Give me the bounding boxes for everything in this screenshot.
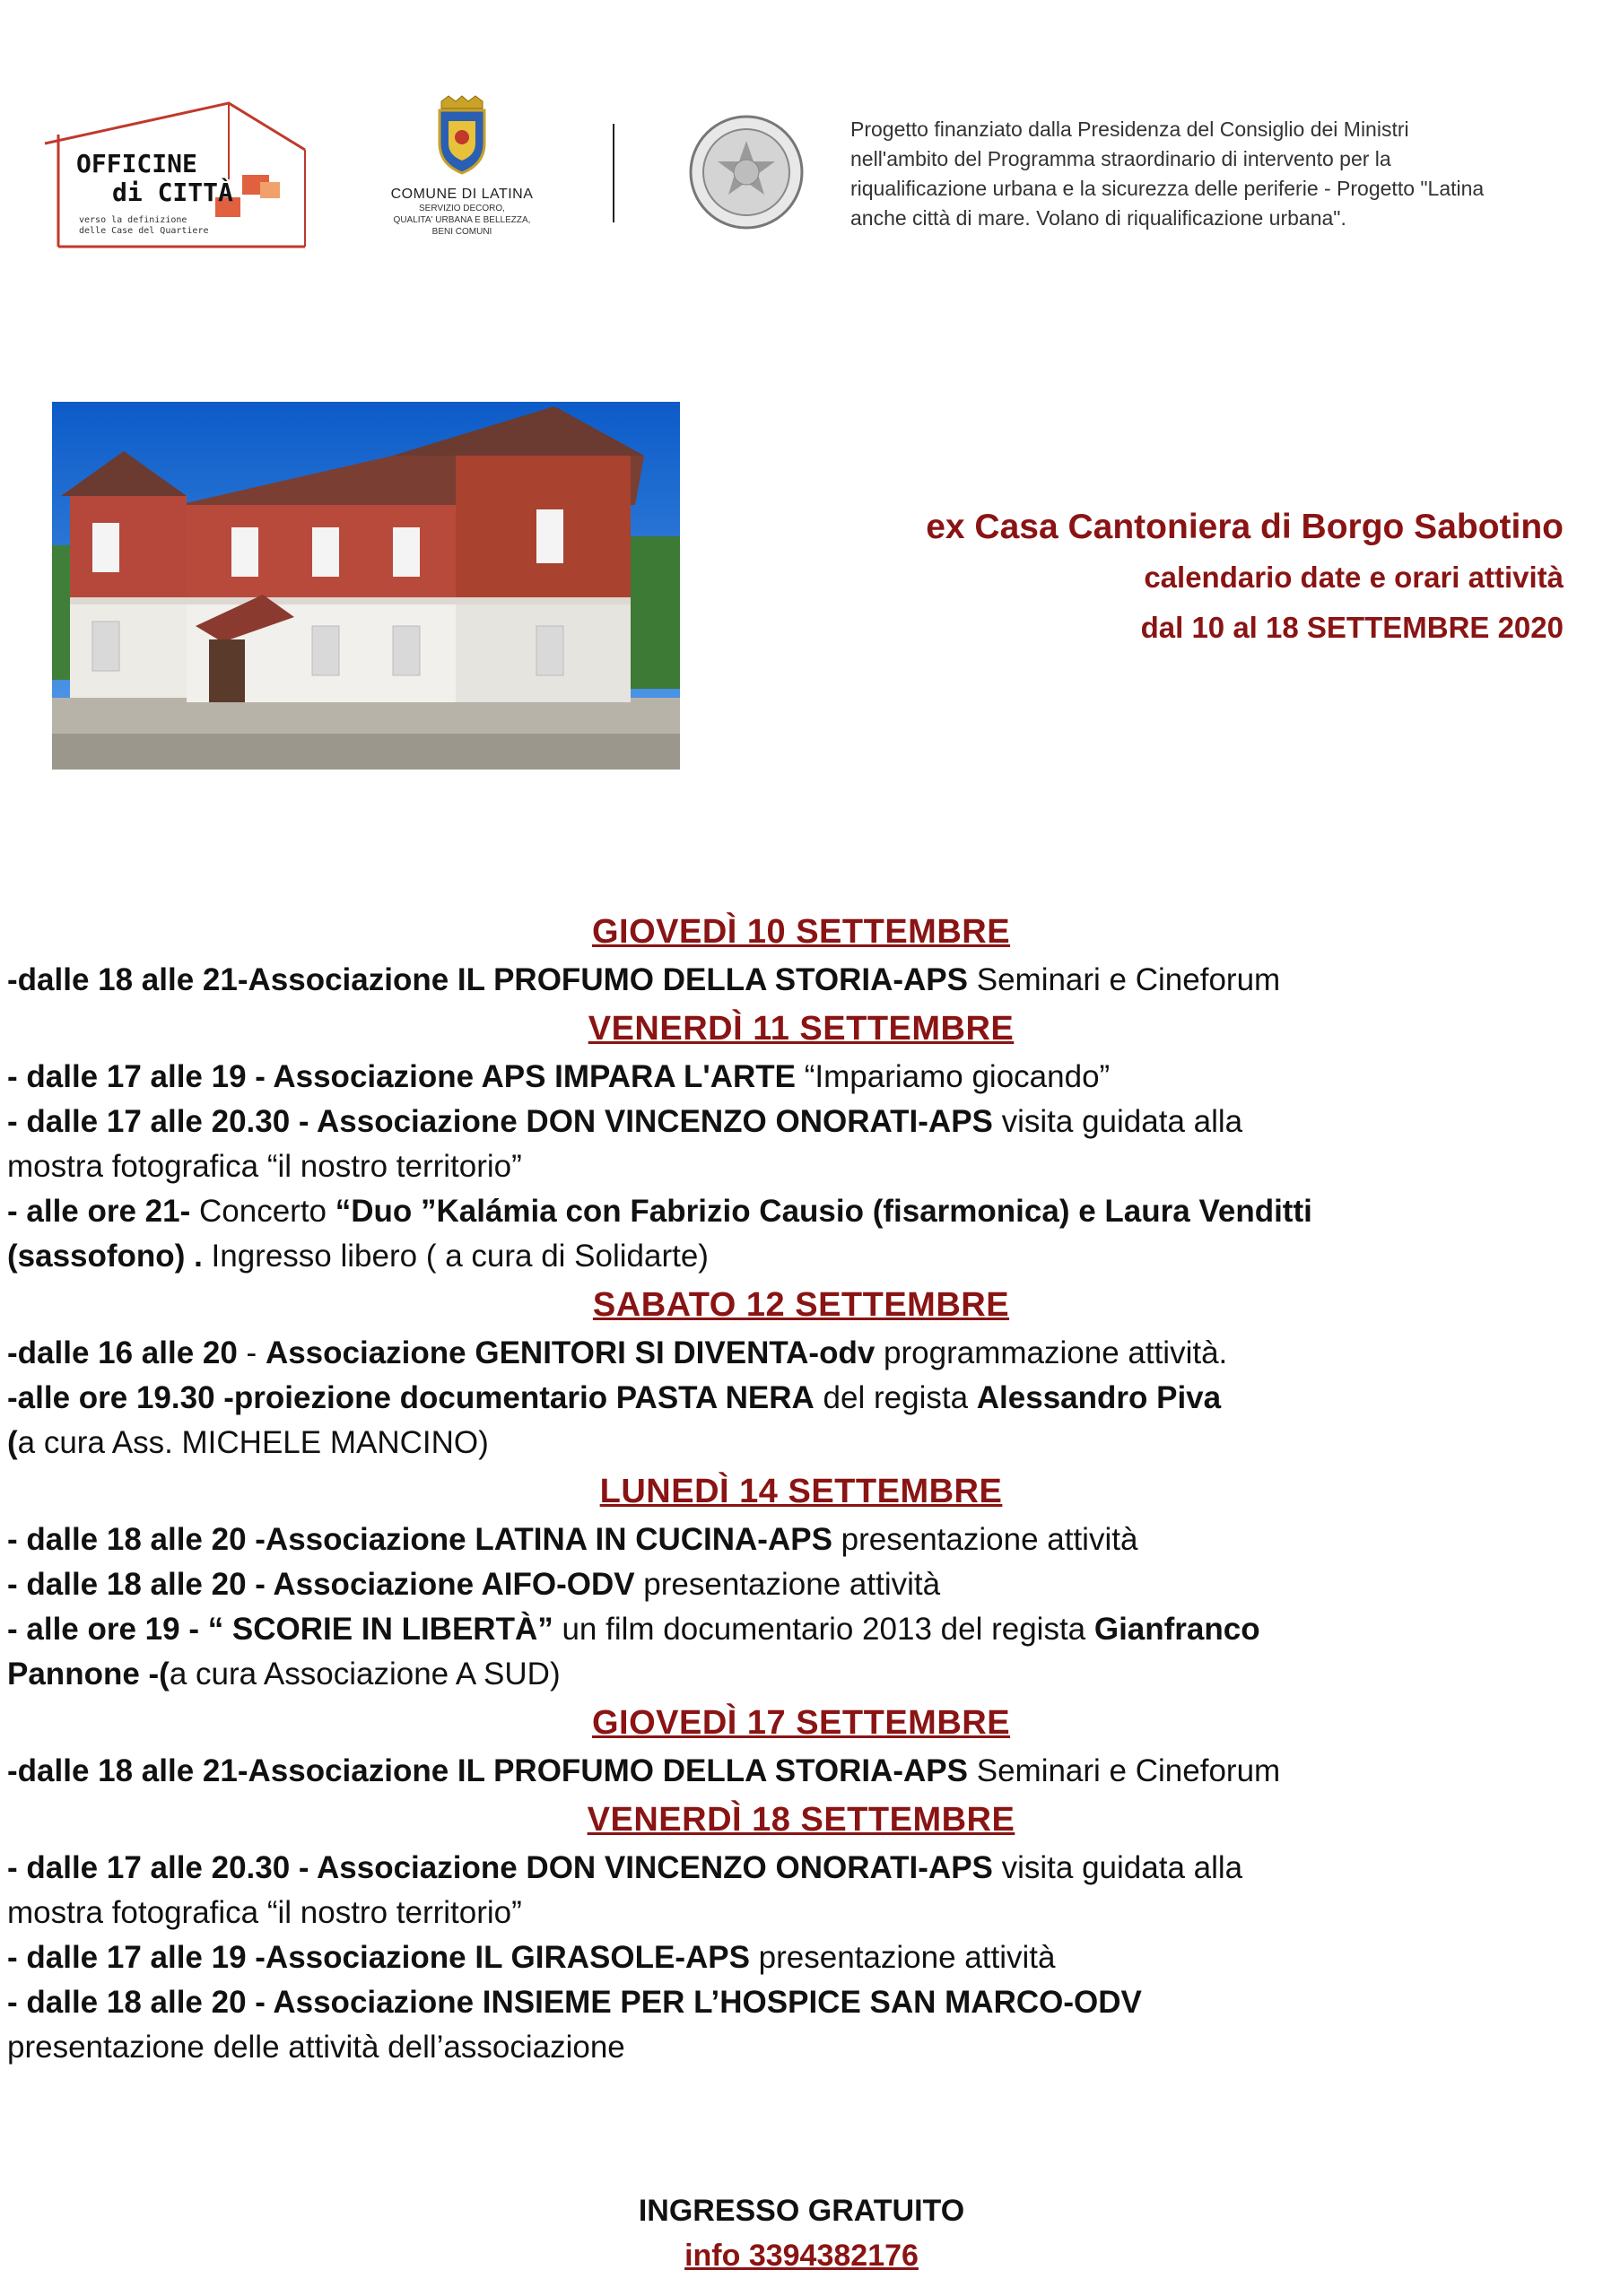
entry-bold: (sassofono) . — [7, 1239, 203, 1274]
schedule-entry — [7, 1749, 1595, 1794]
date-range: dal 10 al 18 SETTEMBRE 2020 — [1140, 611, 1564, 644]
entry-bold: -dalle 18 alle 21-Associazione IL PROFUMO DELLA STORIA-APS — [7, 1753, 968, 1788]
entry-bold: - dalle 18 alle 20 - Associazione AIFO-ODV — [7, 1567, 635, 1602]
entry-bold: Gianfranco — [1093, 1612, 1260, 1647]
schedule-entry — [7, 1935, 1595, 1980]
entry-bold: - alle ore 19 - “ SCORIE IN LIBERTÀ” — [7, 1612, 553, 1647]
officine-logo-line2: di CITTÀ — [112, 178, 233, 207]
funding-line: nell'ambito del Programma straordinario di intervento per la — [850, 147, 1391, 170]
entry-bold: - dalle 17 alle 20.30 - Associazione DON VINCENZO ONORATI-APS — [7, 1850, 993, 1885]
entry-text: - — [237, 1335, 266, 1370]
footer — [0, 2188, 1603, 2278]
comune-name: COMUNE DI LATINA — [390, 187, 534, 202]
seal-icon — [686, 112, 807, 233]
day-heading-giovedi-17: GIOVEDÌ 17 SETTEMBRE — [591, 1704, 1011, 1742]
header-divider — [613, 124, 614, 222]
funding-line: Progetto finanziato dalla Presidenza del Consiglio dei Ministri — [850, 117, 1409, 141]
comune-di-latina-logo — [372, 94, 552, 265]
entry-text: mostra fotografica “il nostro territorio” — [7, 1895, 522, 1930]
venue-title: ex Casa Cantoniera di Borgo Sabotino — [926, 508, 1564, 546]
entry-text: Seminari e Cineforum — [968, 1753, 1281, 1788]
officine-logo-tagline1: verso la definizione — [79, 215, 187, 225]
info-phone-link[interactable]: info 3394382176 — [684, 2239, 919, 2273]
comune-sub-2: QUALITA' URBANA E BELLEZZA, — [393, 215, 531, 225]
entry-text: presentazione delle attività dell’associazione — [7, 2030, 625, 2065]
schedule-entry — [7, 1100, 1595, 1189]
comune-sub-1: SERVIZIO DECORO, — [419, 204, 505, 213]
calendar-subtitle: calendario date e orari attività — [1144, 561, 1564, 594]
day-heading-giovedi-10: GIOVEDÌ 10 SETTEMBRE — [591, 913, 1011, 951]
free-entry-label: INGRESSO GRATUITO — [638, 2194, 965, 2228]
entry-bold: -dalle 16 alle 20 — [7, 1335, 238, 1370]
entry-text: a cura Ass. MICHELE MANCINO) — [17, 1425, 489, 1460]
schedule-entry — [7, 1607, 1595, 1697]
entry-bold: “Duo ”Kalámia con Fabrizio Causio (fisarmonica) e Laura Venditti — [335, 1194, 1312, 1229]
schedule-entry — [7, 1562, 1595, 1607]
schedule-entry — [7, 1980, 1595, 2070]
entry-text: visita guidata alla — [992, 1850, 1243, 1885]
schedule-entry — [7, 1518, 1595, 1562]
entry-bold: - dalle 17 alle 19 -Associazione IL GIRASOLE-APS — [7, 1940, 750, 1975]
day-heading-sabato-12: SABATO 12 SETTEMBRE — [592, 1286, 1010, 1324]
entry-text: “Impariamo giocando” — [796, 1059, 1111, 1094]
entry-bold: - dalle 17 alle 19 - Associazione APS IMPARA L'ARTE — [7, 1059, 797, 1094]
entry-text: Seminari e Cineforum — [968, 962, 1281, 997]
entry-text: presentazione attività — [832, 1522, 1138, 1557]
officine-logo-tagline2: delle Case del Quartiere — [79, 226, 209, 236]
schedule-entry — [7, 958, 1595, 1003]
schedule-entry — [7, 1376, 1595, 1465]
event-title-block — [756, 502, 1564, 653]
schedule-entry — [7, 1189, 1595, 1279]
entry-bold: -dalle 18 alle 21-Associazione IL PROFUMO DELLA STORIA-APS — [7, 962, 968, 997]
schedule-entry — [7, 1331, 1595, 1376]
casa-cantoniera-image — [52, 402, 680, 770]
entry-text: Ingresso libero ( a cura di Solidarte) — [202, 1239, 709, 1274]
day-heading-lunedi-14: LUNEDÌ 14 SETTEMBRE — [599, 1473, 1003, 1510]
entry-text: un film documentario 2013 del regista — [553, 1612, 1094, 1647]
entry-bold: -alle ore 19.30 -proiezione documentario PASTA NERA — [7, 1380, 815, 1415]
officine-di-citta-logo — [36, 94, 323, 265]
funding-line: anche città di mare. Volano di riqualificazione urbana". — [850, 206, 1346, 230]
schedule — [7, 906, 1595, 2070]
entry-bold: - dalle 18 alle 20 -Associazione LATINA IN CUCINA-APS — [7, 1522, 832, 1557]
entry-text: del regista — [814, 1380, 977, 1415]
entry-bold: - alle ore 21- — [7, 1194, 191, 1229]
entry-text: visita guidata alla — [992, 1104, 1243, 1139]
entry-bold: - dalle 17 alle 20.30 - Associazione DON VINCENZO ONORATI-APS — [7, 1104, 993, 1139]
entry-text: presentazione attività — [634, 1567, 941, 1602]
government-seal — [686, 112, 807, 233]
entry-text: mostra fotografica “il nostro territorio” — [7, 1149, 522, 1184]
funding-line: riqualificazione urbana e la sicurezza delle periferie - Progetto "Latina — [850, 177, 1485, 200]
entry-bold: Alessandro Piva — [976, 1380, 1222, 1415]
funding-statement — [850, 115, 1532, 233]
officine-logo-line1: OFFICINE — [76, 149, 197, 178]
entry-text: Concerto — [190, 1194, 335, 1229]
entry-text: programmazione attività. — [875, 1335, 1228, 1370]
building-photo — [52, 402, 680, 770]
entry-bold: - dalle 18 alle 20 - Associazione INSIEME PER L’HOSPICE SAN MARCO-ODV — [7, 1985, 1142, 2020]
entry-bold: Pannone -( — [7, 1657, 170, 1692]
schedule-entry — [7, 1846, 1595, 1935]
day-heading-venerdi-11: VENERDÌ 11 SETTEMBRE — [588, 1010, 1015, 1048]
entry-bold: ( — [7, 1425, 18, 1460]
comune-sub-3: BENI COMUNI — [431, 227, 492, 237]
schedule-entry — [7, 1055, 1595, 1100]
day-heading-venerdi-18: VENERDÌ 18 SETTEMBRE — [587, 1801, 1015, 1839]
city-crest-icon — [431, 94, 493, 175]
entry-text: a cura Associazione A SUD) — [169, 1657, 561, 1692]
entry-text: presentazione attività — [749, 1940, 1056, 1975]
entry-bold: Associazione GENITORI SI DIVENTA-odv — [265, 1335, 876, 1370]
